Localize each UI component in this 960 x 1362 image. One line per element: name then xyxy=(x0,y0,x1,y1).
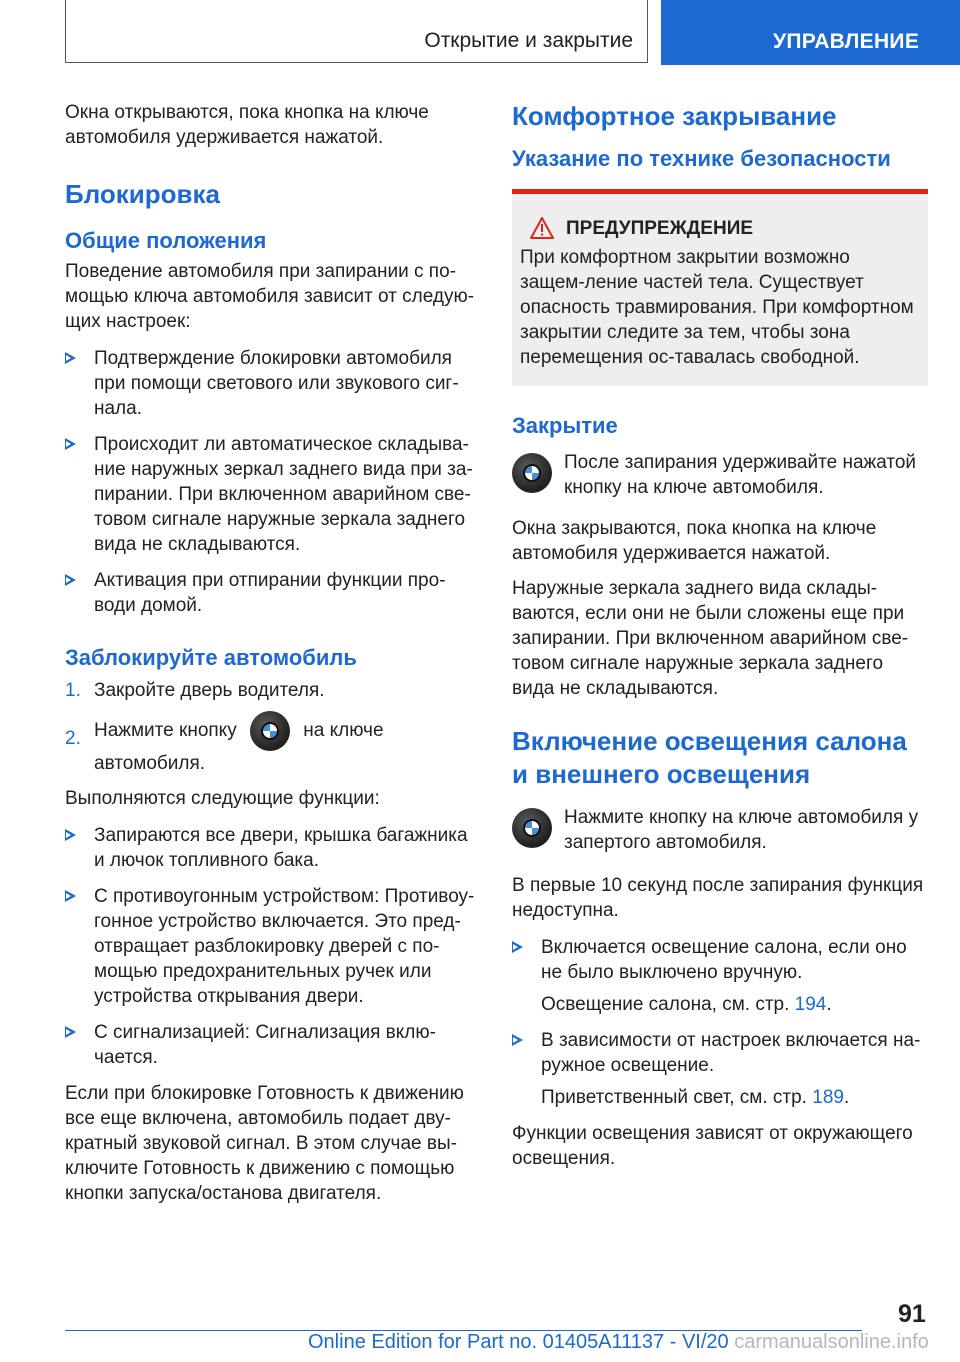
lights-paragraph-1: В первые 10 секунд после запирания функция недоступна. xyxy=(512,875,924,921)
heading-safety: Указание по технике безопасности xyxy=(512,146,891,171)
heading-close: Закрытие xyxy=(512,413,618,438)
heading-lock-car: Заблокируйте автомобиль xyxy=(65,645,357,670)
lights-paragraph-2: Функции освещения зависят от окружающего освещения. xyxy=(512,1123,913,1169)
list-item: Подтверждение блокировки автомобиля при помощи светового или звукового сиг-нала. xyxy=(65,346,480,421)
key-button-icon xyxy=(512,808,552,848)
list-item: Включается освещение салона, если оно не было выключено вручную. Освещение салона, см. стр. 194. xyxy=(512,935,928,1017)
left-column xyxy=(65,100,480,1216)
list-item: В зависимости от настроек включается на-ружное освещение. Приветственный свет, см. стр. 189. xyxy=(512,1028,928,1110)
warning-text: При комфортном закрытии возможно защем-ление частей тела. Существует опасность травмирования. При комфортном закрытии следите за тем, чтобы зона перемещения ос-тавалась свободной. xyxy=(520,247,914,368)
page-link[interactable]: 194 xyxy=(794,994,827,1015)
warning-triangle-icon xyxy=(530,217,554,239)
chapter-tab: УПРАВЛЕНИЕ xyxy=(661,0,960,65)
bullet-triangle-icon xyxy=(65,829,76,841)
key-button-icon xyxy=(512,453,552,493)
section-title: Открытие и закрытие xyxy=(424,29,633,52)
heading-lights: Включение освещения салона и внешнего освещения xyxy=(512,726,907,789)
header-section-box xyxy=(65,0,648,63)
step-item: 2. Нажмите кнопку на ключе автомобиля. xyxy=(65,711,480,776)
bullet-triangle-icon xyxy=(65,574,76,586)
bullet-triangle-icon xyxy=(512,1034,523,1046)
lights-instruction: Нажмите кнопку на ключе автомобиля у запертого автомобиля. xyxy=(512,805,928,855)
list-item: С противоугонным устройством: Противоу-гонное устройство включается. Это пред-отвращает разблокировку дверей с по-мощью предохранительных ручек или устройства открывания двери. xyxy=(65,884,480,1009)
general-text: Поведение автомобиля при запирании с по-мощью ключа автомобиля зависит от следую-щих настроек: xyxy=(65,261,475,332)
list-item: Запираются все двери, крышка багажника и лючок топливного бака. xyxy=(65,823,480,873)
heading-lock: Блокировка xyxy=(65,179,220,209)
list-item: Происходит ли автоматическое складыва-ние наружных зеркал заднего вида при за-пирании. При включенном аварийном све-товом сигнале наружные зеркала заднего вида не складываются. xyxy=(65,432,480,557)
page-link[interactable]: 189 xyxy=(812,1087,844,1108)
bullet-triangle-icon xyxy=(512,941,523,953)
close-instruction: После запирания удерживайте нажатой кнопку на ключе автомобиля. xyxy=(512,450,928,500)
functions-intro: Выполняются следующие функции: xyxy=(65,788,380,809)
list-item: Активация при отпирании функции про-води домой. xyxy=(65,568,480,618)
right-column xyxy=(512,100,928,1181)
heading-general: Общие положения xyxy=(65,228,267,253)
close-paragraph-1: Окна закрываются, пока кнопка на ключе автомобиля удерживается нажатой. xyxy=(512,518,877,564)
close-paragraph-2: Наружные зеркала заднего вида склады-ваются, если они не были сложены еще при запирании. При включенном аварийном све-товом сигнале наружные зеркала заднего вида не складываются. xyxy=(512,578,909,699)
bullet-triangle-icon xyxy=(65,438,76,450)
key-button-icon xyxy=(250,711,290,751)
heading-comfort: Комфортное закрывание xyxy=(512,101,837,131)
list-item: С сигнализацией: Сигнализация вклю-чается. xyxy=(65,1020,480,1070)
page-reference: Приветственный свет, см. стр. 189. xyxy=(541,1087,850,1108)
bullet-triangle-icon xyxy=(65,890,76,902)
step-item: 1. Закройте дверь водителя. xyxy=(65,680,325,701)
watermark: carmanualsonline.info xyxy=(734,1331,929,1353)
intro-paragraph: Окна открываются, пока кнопка на ключе автомобиля удерживается нажатой. xyxy=(65,102,429,148)
bullet-triangle-icon xyxy=(65,1026,76,1038)
warning-box xyxy=(512,194,928,386)
page-number: 91 xyxy=(898,1300,926,1328)
ready-text: Если при блокировке Готовность к движению все еще включена, автомобиль подает дву-кратный звуковой сигнал. В этом случае вы-ключите Готовность к движению с помощью кнопки запуска/останова двигателя. xyxy=(65,1083,464,1204)
footer-edition: Online Edition for Part no. 01405A11137 - VI/20 carmanualsonline.info xyxy=(308,1331,929,1353)
warning-title: ПРЕДУПРЕЖДЕНИЕ xyxy=(530,216,918,241)
bullet-triangle-icon xyxy=(65,352,76,364)
page-reference: Освещение салона, см. стр. 194. xyxy=(541,994,832,1015)
